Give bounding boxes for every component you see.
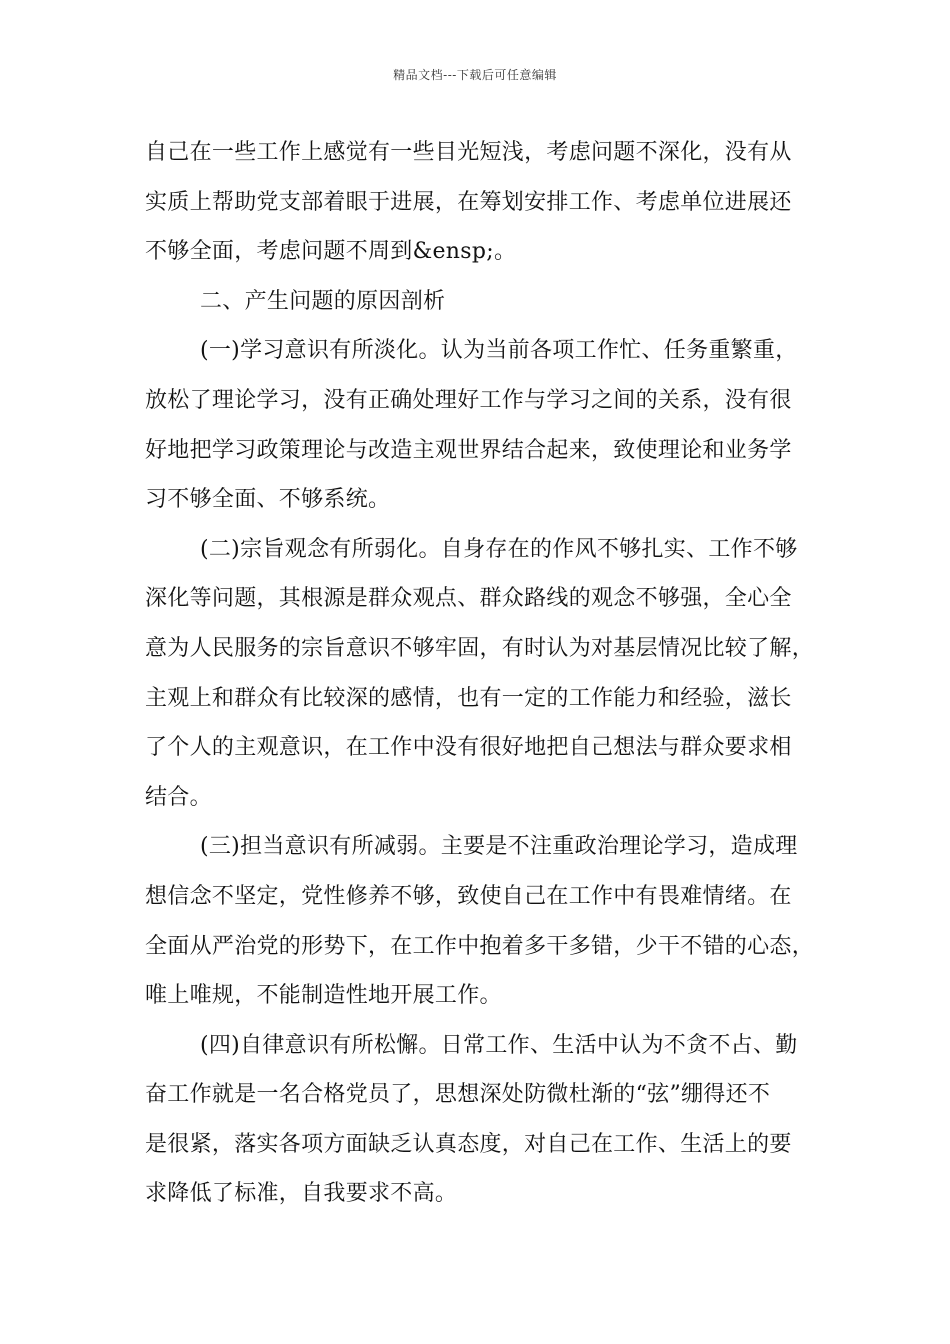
text-line: 好地把学习政策理论与改造主观世界结合起来，致使理论和业务学 <box>145 437 792 463</box>
text-line: 结合。 <box>145 784 212 810</box>
text-line: 深化等问题，其根源是群众观点、群众路线的观念不够强，全心全 <box>145 586 792 612</box>
text-line: 唯上唯规，不能制造性地开展工作。 <box>145 983 502 1009</box>
text-line: 全面从严治党的形势下，在工作中抱着多干多错，少干不错的心态， <box>145 933 815 959</box>
document-body <box>145 128 825 1219</box>
text-line: 不够全面，考虑问题不周到&ensp;。 <box>145 239 517 265</box>
text-line: (四)自律意识有所松懈。日常工作、生活中认为不贪不占、勤 <box>200 1032 798 1058</box>
text-line: 自己在一些工作上感觉有一些目光短浅，考虑问题不深化，没有从 <box>145 140 792 165</box>
section-heading: 二、产生问题的原因剖析 <box>200 288 446 314</box>
page-header: 精品文档---下载后可任意编辑 <box>393 68 557 82</box>
text-line: (一)学习意识有所淡化。认为当前各项工作忙、任务重繁重， <box>200 338 798 364</box>
text-line: 主观上和群众有比较深的感情，也有一定的工作能力和经验，滋长 <box>145 685 792 711</box>
text-line: 奋工作就是一名合格党员了，思想深处防微杜渐的“弦”绷得还不 <box>145 1082 771 1108</box>
text-line: (三)担当意识有所减弱。主要是不注重政治理论学习，造成理 <box>200 834 798 860</box>
text-line: 了个人的主观意识，在工作中没有很好地把自己想法与群众要求相 <box>145 735 792 761</box>
text-line: 放松了理论学习，没有正确处理好工作与学习之间的关系，没有很 <box>145 387 792 413</box>
text-line: (二)宗旨观念有所弱化。自身存在的作风不够扎实、工作不够 <box>200 536 798 562</box>
text-line: 求降低了标准，自我要求不高。 <box>145 1181 458 1207</box>
text-line: 习不够全面、不够系统。 <box>145 487 391 513</box>
text-line: 意为人民服务的宗旨意识不够牢固，有时认为对基层情况比较了解， <box>145 635 815 661</box>
text-line: 实质上帮助党支部着眼于进展，在筹划安排工作、考虑单位进展还 <box>145 189 792 215</box>
text-line: 是很紧，落实各项方面缺乏认真态度，对自己在工作、生活上的要 <box>145 1131 792 1157</box>
text-line: 想信念不坚定，党性修养不够，致使自己在工作中有畏难情绪。在 <box>145 883 792 909</box>
